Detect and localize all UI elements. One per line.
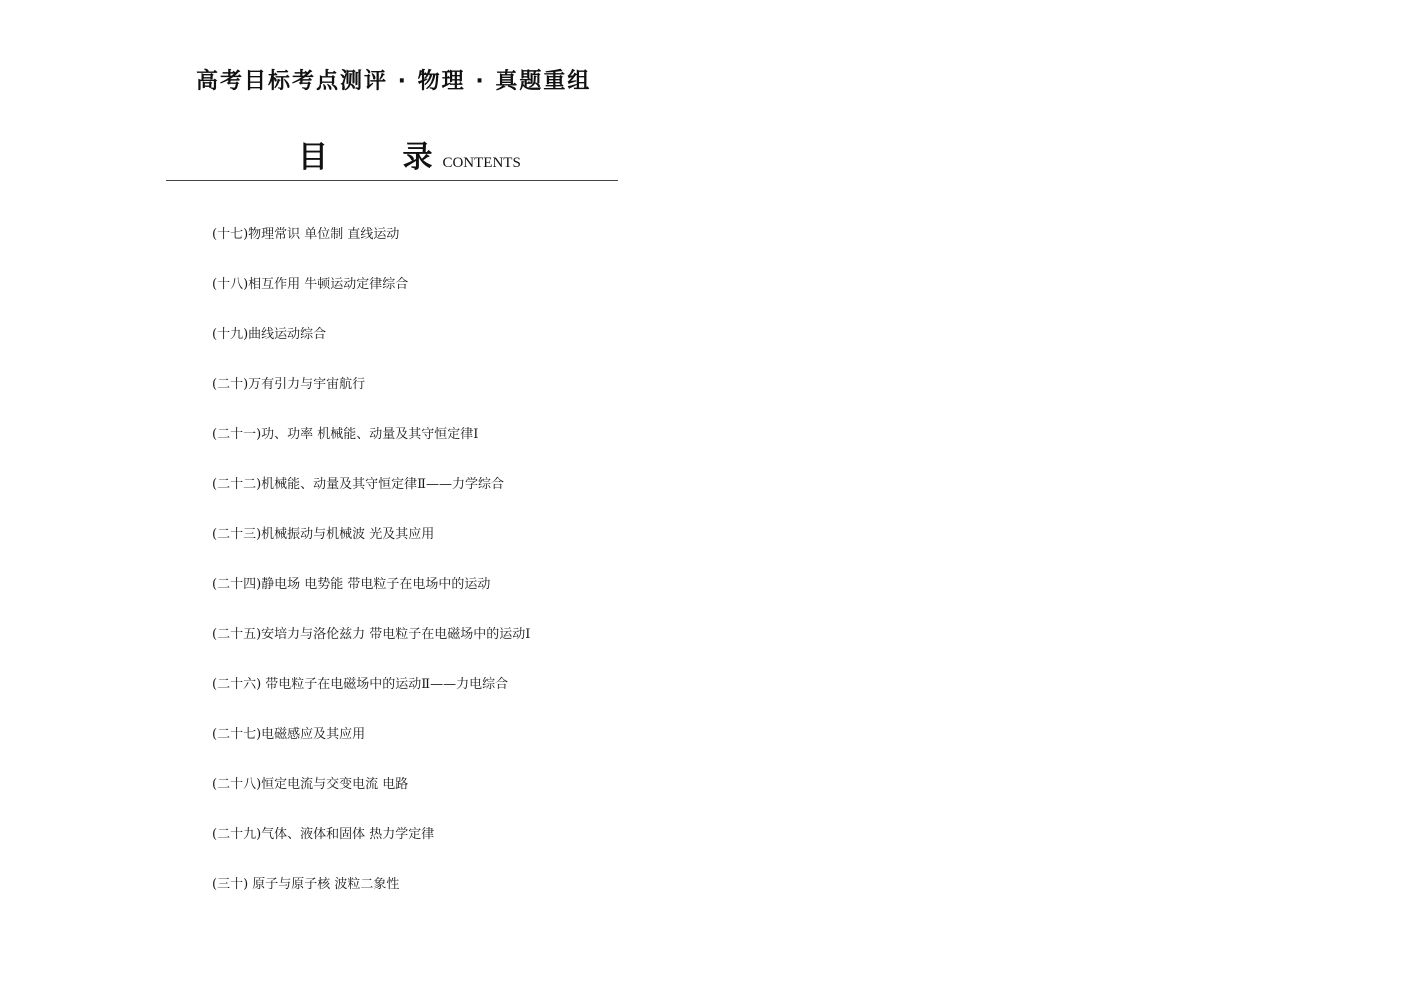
toc-item[interactable]: (十八)相互作用 牛顿运动定律综合 <box>212 277 409 292</box>
toc-item[interactable]: (二十五)安培力与洛伦兹力 带电粒子在电磁场中的运动Ⅰ <box>212 627 531 642</box>
toc-item[interactable]: (十七)物理常识 单位制 直线运动 <box>212 227 400 242</box>
toc-heading-chinese: 目 录 <box>298 140 465 175</box>
toc-item[interactable]: (二十七)电磁感应及其应用 <box>212 727 366 742</box>
toc-item[interactable]: (二十六) 带电粒子在电磁场中的运动Ⅱ——力电综合 <box>212 677 509 692</box>
toc-list <box>212 224 530 924</box>
toc-heading-english: CONTENTS <box>442 155 521 171</box>
book-title: 高考目标考点测评 · 物理 · 真题重组 <box>196 69 592 94</box>
toc-heading <box>298 136 521 176</box>
toc-item[interactable]: (二十)万有引力与宇宙航行 <box>212 377 366 392</box>
toc-item[interactable]: (二十九)气体、液体和固体 热力学定律 <box>212 827 435 842</box>
toc-item[interactable]: (二十八)恒定电流与交变电流 电路 <box>212 777 409 792</box>
toc-item[interactable]: (二十三)机械振动与机械波 光及其应用 <box>212 527 435 542</box>
toc-item[interactable]: (二十二)机械能、动量及其守恒定律Ⅱ——力学综合 <box>212 477 504 492</box>
toc-item[interactable]: (三十) 原子与原子核 波粒二象性 <box>212 877 400 892</box>
heading-divider <box>166 180 618 181</box>
toc-item[interactable]: (十九)曲线运动综合 <box>212 327 327 342</box>
toc-item[interactable]: (二十一)功、功率 机械能、动量及其守恒定律Ⅰ <box>212 427 479 442</box>
toc-item[interactable]: (二十四)静电场 电势能 带电粒子在电场中的运动 <box>212 577 491 592</box>
